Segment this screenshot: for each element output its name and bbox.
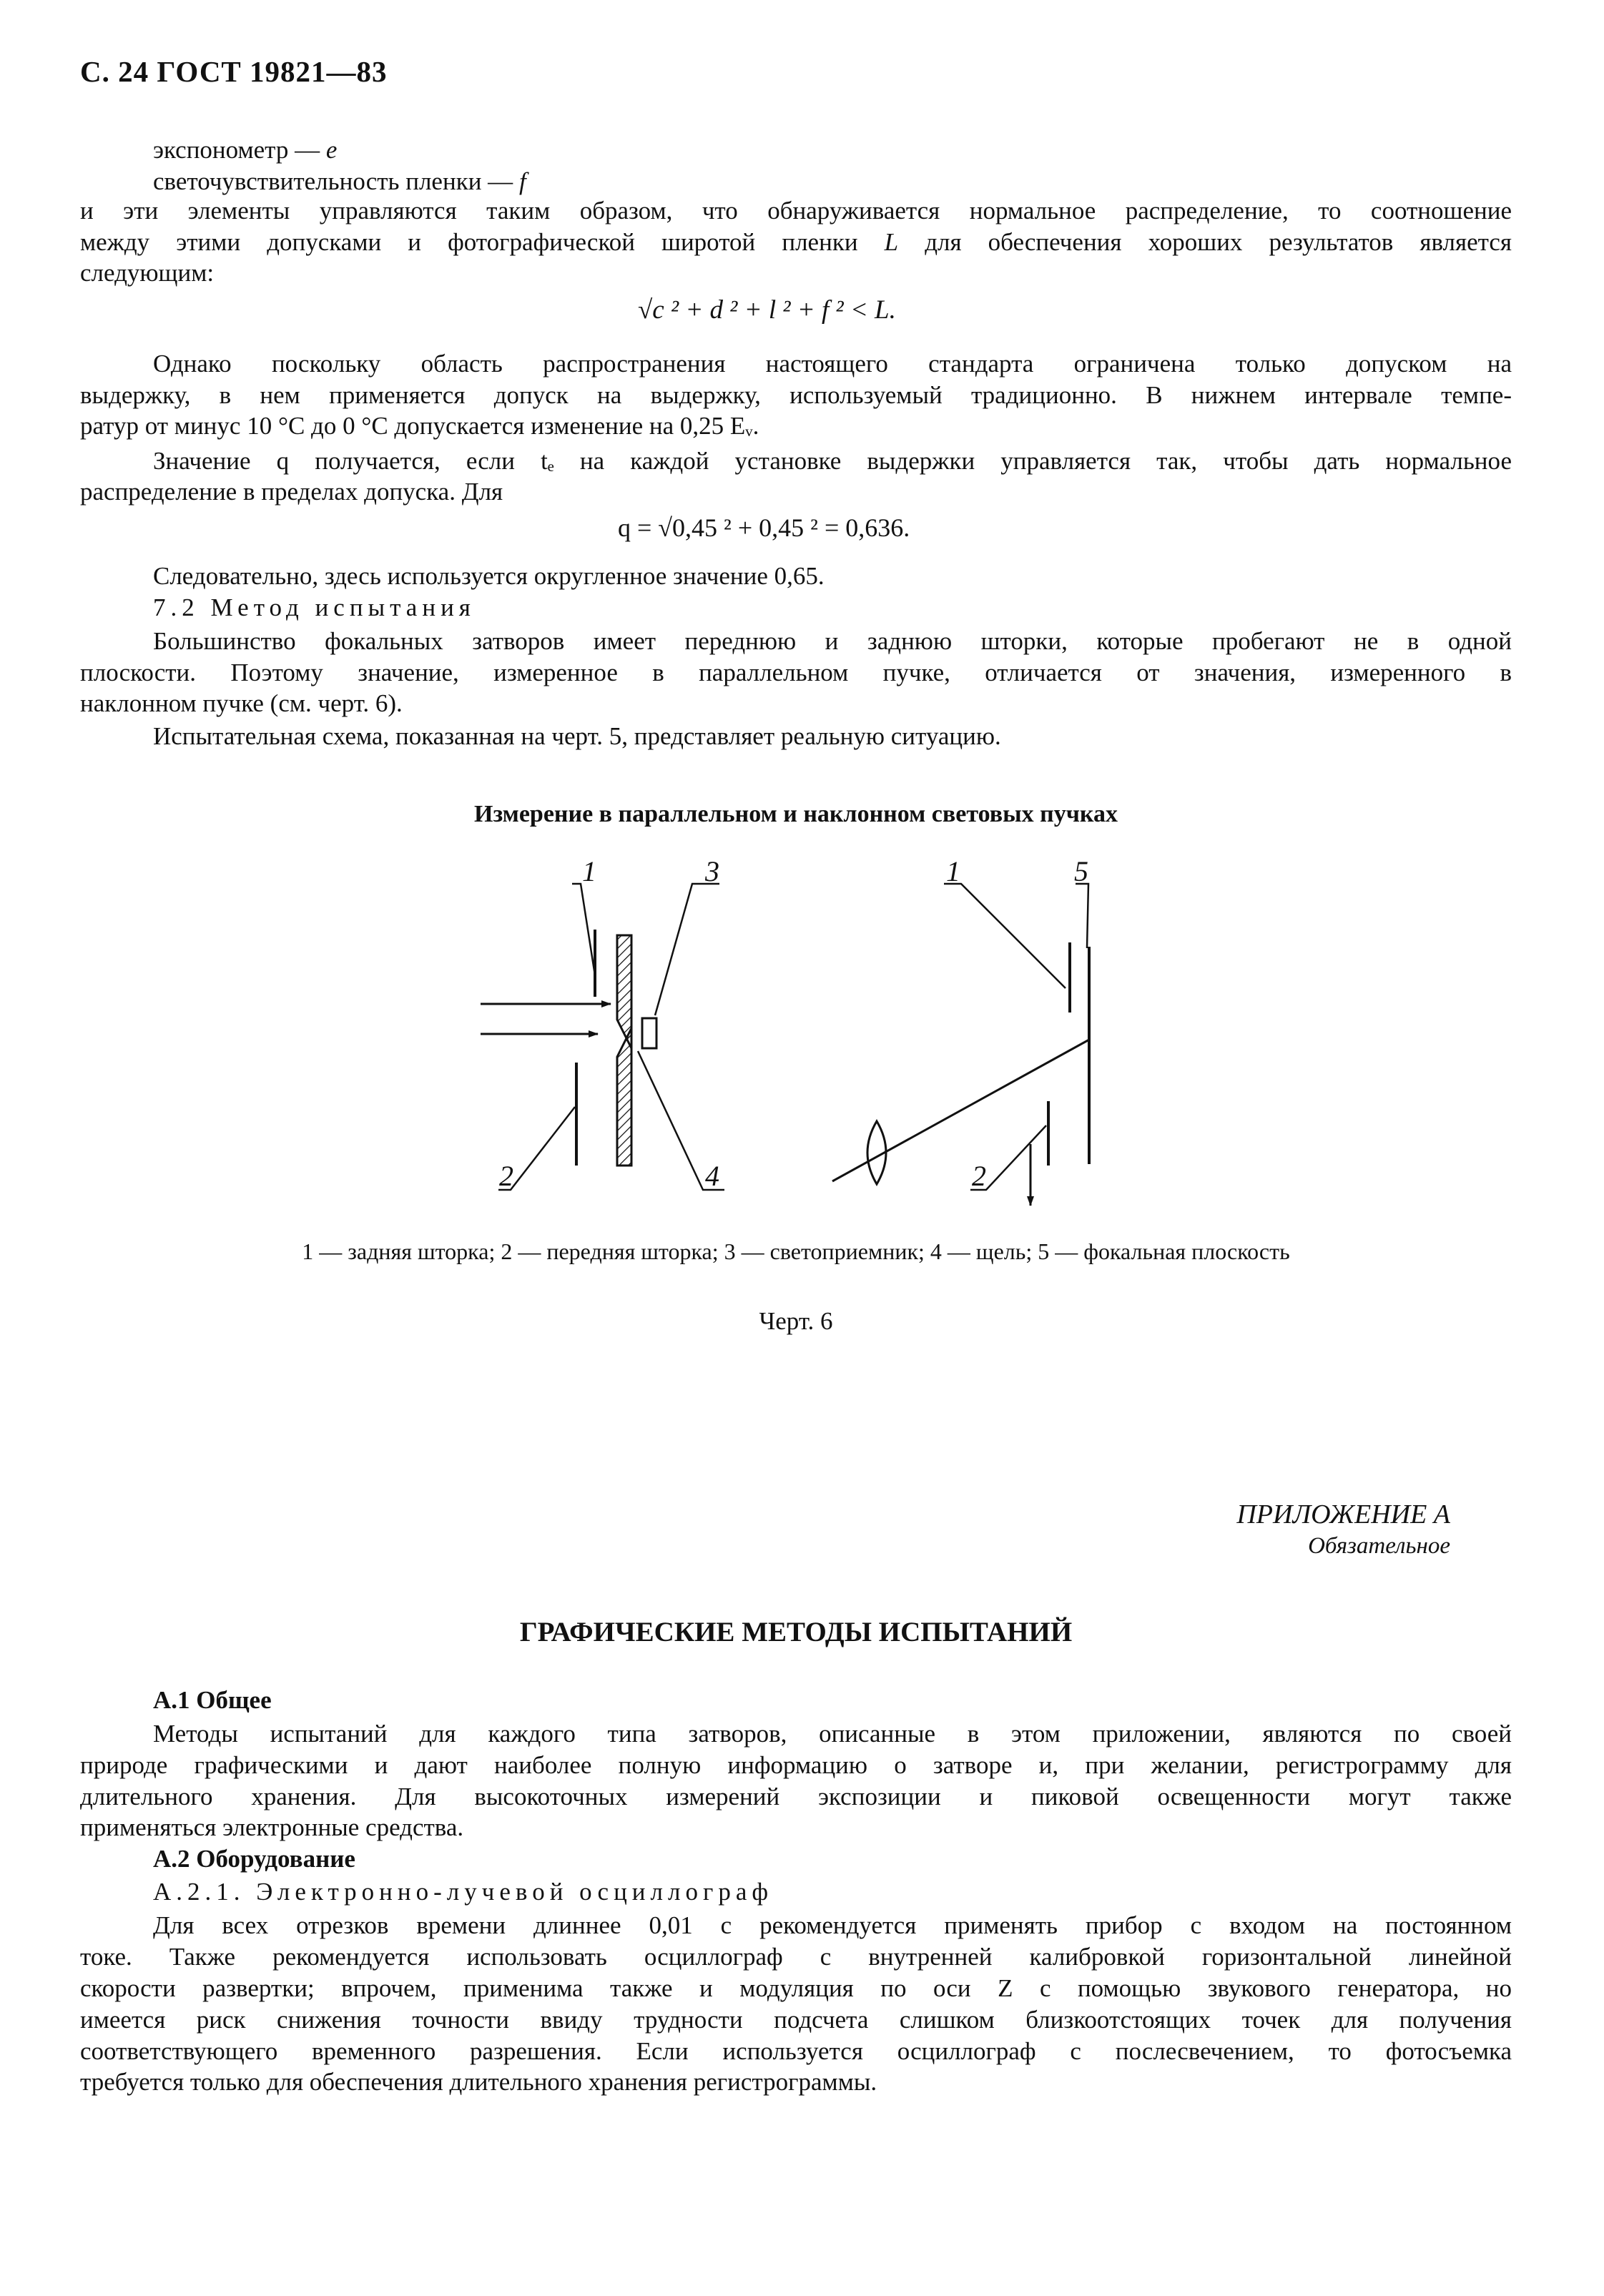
paragraph-line: Для всех отрезков времени длиннее 0,01 с рекомендуется применять прибор с входом на постоянном — [153, 1911, 1512, 1939]
section-heading-a2-1: А.2.1. Электронно-лучевой осциллограф — [153, 1878, 774, 1906]
intro-paragraph-line: следующим: — [80, 259, 215, 287]
paragraph-line: ратур от минус 10 °С до 0 °С допускается изменение на 0,25 Eᵥ. — [80, 412, 759, 440]
paragraph-line: требуется только для обеспечения длительного хранения регистрограммы. — [80, 2068, 877, 2096]
paragraph-line: Однако поскольку область распространения настоящего стандарта ограничена только допуском на — [153, 350, 1512, 378]
paragraph-line: длительного хранения. Для высокоточных измерений экспозиции и пиковой освещенности могут также — [80, 1783, 1512, 1810]
figure-title: Измерение в параллельном и наклонном световых пучках — [474, 801, 1118, 827]
page-header: С. 24 ГОСТ 19821—83 — [80, 55, 388, 88]
leader-3 — [655, 884, 719, 1015]
label-front-curtain: 2 — [499, 1160, 513, 1192]
appendix-title: ГРАФИЧЕСКИЕ МЕТОДЫ ИСПЫТАНИЙ — [519, 1617, 1073, 1647]
slit-lower-jaw — [617, 1028, 631, 1166]
intro-paragraph-line: между этими допусками и фотографической широтой пленки L для обеспечения хороших результатов является — [80, 228, 1512, 256]
label-slit: 4 — [705, 1160, 719, 1192]
figure-caption: 1 — задняя шторка; 2 — передняя шторка; 3 — светоприемник; 4 — щель; 5 — фокальная плоскость — [302, 1238, 1290, 1264]
paragraph-line: токе. Также рекомендуется использовать осциллограф с внутренней калибровкой горизонтальной линейной — [80, 1943, 1512, 1971]
paragraph-line: природе графическими и дают наиболее полную информацию о затворе и, при желании, регистрограмму для — [80, 1751, 1512, 1779]
leader-1 — [572, 884, 595, 975]
intro-paragraph-line: и эти элементы управляются таким образом, что обнаруживается нормальное распределение, то соотношение — [80, 197, 1512, 225]
figure-number: Черт. 6 — [759, 1307, 833, 1335]
formula-q-value: q = √0,45 ² + 0,45 ² = 0,636. — [618, 513, 910, 542]
paragraph-line: соответствующего временного разрешения. Если используется осциллограф с послесвечением, то фотосъемка — [80, 2037, 1512, 2065]
paragraph-line: Следовательно, здесь используется округленное значение 0,65. — [153, 562, 825, 590]
leader-1 — [944, 884, 1066, 988]
intro-line-exposure-meter: экспонометр — e — [153, 136, 338, 164]
section-heading-7-2: 7.2 Метод испытания — [153, 593, 476, 621]
appendix-status: Обязательное — [1308, 1533, 1450, 1559]
section-heading-a1: А.1 Общее — [153, 1686, 272, 1714]
paragraph-line: распределение в пределах допуска. Для — [80, 478, 503, 506]
label-rear-curtain: 1 — [582, 855, 596, 887]
oblique-beam-ray — [832, 1040, 1089, 1181]
intro-line-film-speed: светочувствительность пленки — f — [153, 167, 526, 195]
paragraph-line: наклонном пучке (см. черт. 6). — [80, 689, 403, 717]
label-light-receiver: 3 — [705, 855, 719, 887]
label-focal-plane: 5 — [1074, 855, 1088, 887]
formula-tolerance-sum: √c ² + d ² + l ² + f ² < L. — [638, 295, 896, 325]
paragraph-line: выдержку, в нем применяется допуск на выдержку, используемый традиционно. В нижнем интервале темпе- — [80, 381, 1512, 409]
light-receiver — [642, 1018, 656, 1048]
appendix-label: ПРИЛОЖЕНИЕ А — [1236, 1499, 1450, 1529]
leader-5 — [1076, 884, 1088, 948]
paragraph-line: плоскости. Поэтому значение, измеренное в параллельном пучке, отличается от значения, измеренного в — [80, 659, 1512, 686]
paragraph-line: Методы испытаний для каждого типа затворов, описанные в этом приложении, являются по своей — [153, 1720, 1512, 1748]
section-heading-a2: А.2 Оборудование — [153, 1845, 355, 1873]
paragraph-line: применяться электронные средства. — [80, 1813, 464, 1841]
paragraph-line: имеется риск снижения точности ввиду трудности подсчета слишком близкоотстоящих точек для получения — [80, 2006, 1512, 2034]
paragraph-line: Значение q получается, если tₑ на каждой установке выдержки управляется так, чтобы дать нормальное — [153, 447, 1512, 475]
paragraph-line: Испытательная схема, показанная на черт. 5, представляет реальную ситуацию. — [153, 722, 1001, 750]
label-rear-curtain: 1 — [946, 855, 960, 887]
paragraph-line: Большинство фокальных затворов имеет переднюю и заднюю шторки, которые пробегают не в одной — [153, 627, 1512, 655]
paragraph-line: скорости развертки; впрочем, применима также и модуляция по оси Z с помощью звукового генератора, но — [80, 1974, 1512, 2002]
label-front-curtain: 2 — [972, 1160, 986, 1192]
